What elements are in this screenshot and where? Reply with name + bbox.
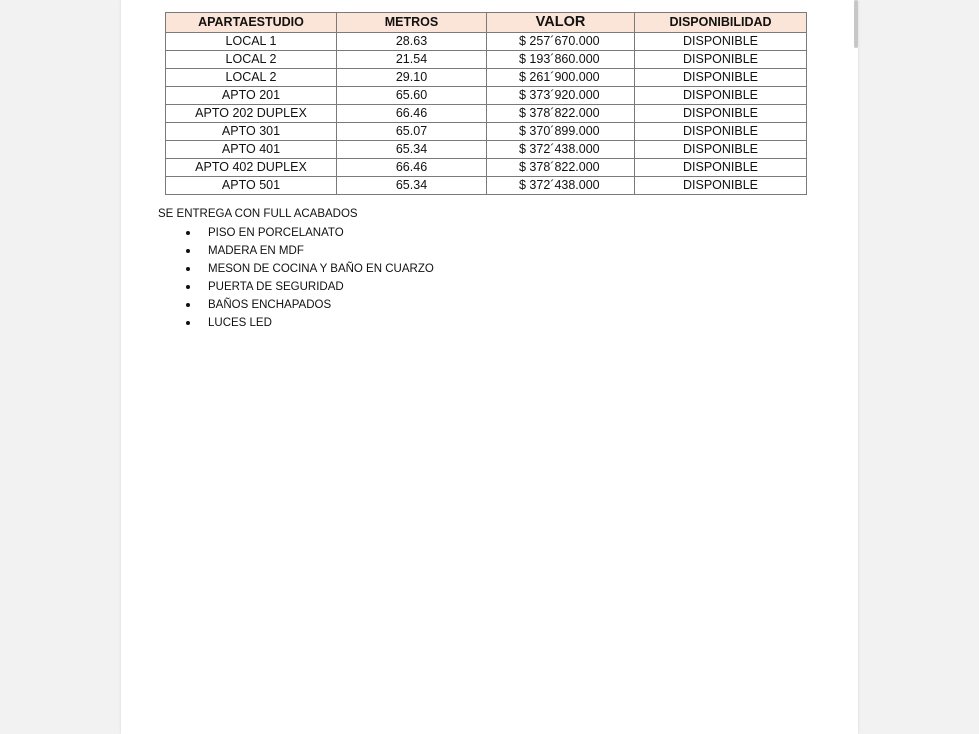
- vertical-scrollbar[interactable]: [852, 0, 858, 734]
- table-row: [166, 177, 807, 195]
- list-item-label: PUERTA DE SEGURIDAD: [208, 281, 344, 293]
- unit-cell: LOCAL 2: [166, 51, 337, 69]
- finishes-notes: [158, 206, 434, 332]
- list-item-label: BAÑOS ENCHAPADOS: [208, 299, 332, 311]
- table-row: [166, 105, 807, 123]
- value-cell: $ 261´900.000: [487, 69, 635, 87]
- document-page: [121, 0, 858, 734]
- list-item-label: LUCES LED: [208, 317, 272, 329]
- unit-cell: LOCAL 2: [166, 69, 337, 87]
- list-item: [158, 242, 434, 260]
- list-item-label: MADERA EN MDF: [208, 245, 304, 257]
- meters-cell: 65.07: [337, 123, 487, 141]
- status-cell: DISPONIBLE: [635, 87, 807, 105]
- status-cell: DISPONIBLE: [635, 159, 807, 177]
- meters-cell: 21.54: [337, 51, 487, 69]
- value-cell: $ 257´670.000: [487, 33, 635, 51]
- table-row: [166, 159, 807, 177]
- status-cell: DISPONIBLE: [635, 105, 807, 123]
- table-row: [166, 87, 807, 105]
- list-item-label: MESON DE COCINA Y BAÑO EN CUARZO: [208, 263, 434, 275]
- status-cell: DISPONIBLE: [635, 33, 807, 51]
- bullet-icon: [186, 267, 190, 271]
- unit-cell: APTO 401: [166, 141, 337, 159]
- finishes-list: [158, 224, 434, 332]
- unit-cell: LOCAL 1: [166, 33, 337, 51]
- unit-cell: APTO 301: [166, 123, 337, 141]
- meters-cell: 65.60: [337, 87, 487, 105]
- bullet-icon: [186, 231, 190, 235]
- header-disponibilidad: DISPONIBILIDAD: [635, 13, 807, 33]
- table-row: [166, 69, 807, 87]
- meters-cell: 66.46: [337, 105, 487, 123]
- value-cell: $ 378´822.000: [487, 159, 635, 177]
- list-item: [158, 296, 434, 314]
- bullet-icon: [186, 303, 190, 307]
- unit-cell: APTO 501: [166, 177, 337, 195]
- unit-cell: APTO 402 DUPLEX: [166, 159, 337, 177]
- header-apartaestudio: APARTAESTUDIO: [166, 13, 337, 33]
- scrollbar-thumb[interactable]: [854, 0, 858, 48]
- table-row: [166, 33, 807, 51]
- bullet-icon: [186, 285, 190, 289]
- unit-cell: APTO 201: [166, 87, 337, 105]
- unit-cell: APTO 202 DUPLEX: [166, 105, 337, 123]
- units-table: [165, 12, 807, 195]
- value-cell: $ 370´899.000: [487, 123, 635, 141]
- table-row: [166, 141, 807, 159]
- value-cell: $ 193´860.000: [487, 51, 635, 69]
- value-cell: $ 372´438.000: [487, 177, 635, 195]
- status-cell: DISPONIBLE: [635, 123, 807, 141]
- meters-cell: 65.34: [337, 177, 487, 195]
- value-cell: $ 373´920.000: [487, 87, 635, 105]
- status-cell: DISPONIBLE: [635, 141, 807, 159]
- header-valor: VALOR: [487, 13, 635, 33]
- meters-cell: 65.34: [337, 141, 487, 159]
- meters-cell: 66.46: [337, 159, 487, 177]
- bullet-icon: [186, 249, 190, 253]
- table-row: [166, 123, 807, 141]
- meters-cell: 29.10: [337, 69, 487, 87]
- list-item: [158, 260, 434, 278]
- table-row: [166, 51, 807, 69]
- list-item: [158, 314, 434, 332]
- value-cell: $ 378´822.000: [487, 105, 635, 123]
- list-item: [158, 278, 434, 296]
- table-header-row: [166, 13, 807, 33]
- finishes-title: SE ENTREGA CON FULL ACABADOS: [158, 208, 358, 220]
- header-metros: METROS: [337, 13, 487, 33]
- value-cell: $ 372´438.000: [487, 141, 635, 159]
- list-item-label: PISO EN PORCELANATO: [208, 227, 344, 239]
- status-cell: DISPONIBLE: [635, 51, 807, 69]
- list-item: [158, 224, 434, 242]
- meters-cell: 28.63: [337, 33, 487, 51]
- bullet-icon: [186, 321, 190, 325]
- status-cell: DISPONIBLE: [635, 177, 807, 195]
- status-cell: DISPONIBLE: [635, 69, 807, 87]
